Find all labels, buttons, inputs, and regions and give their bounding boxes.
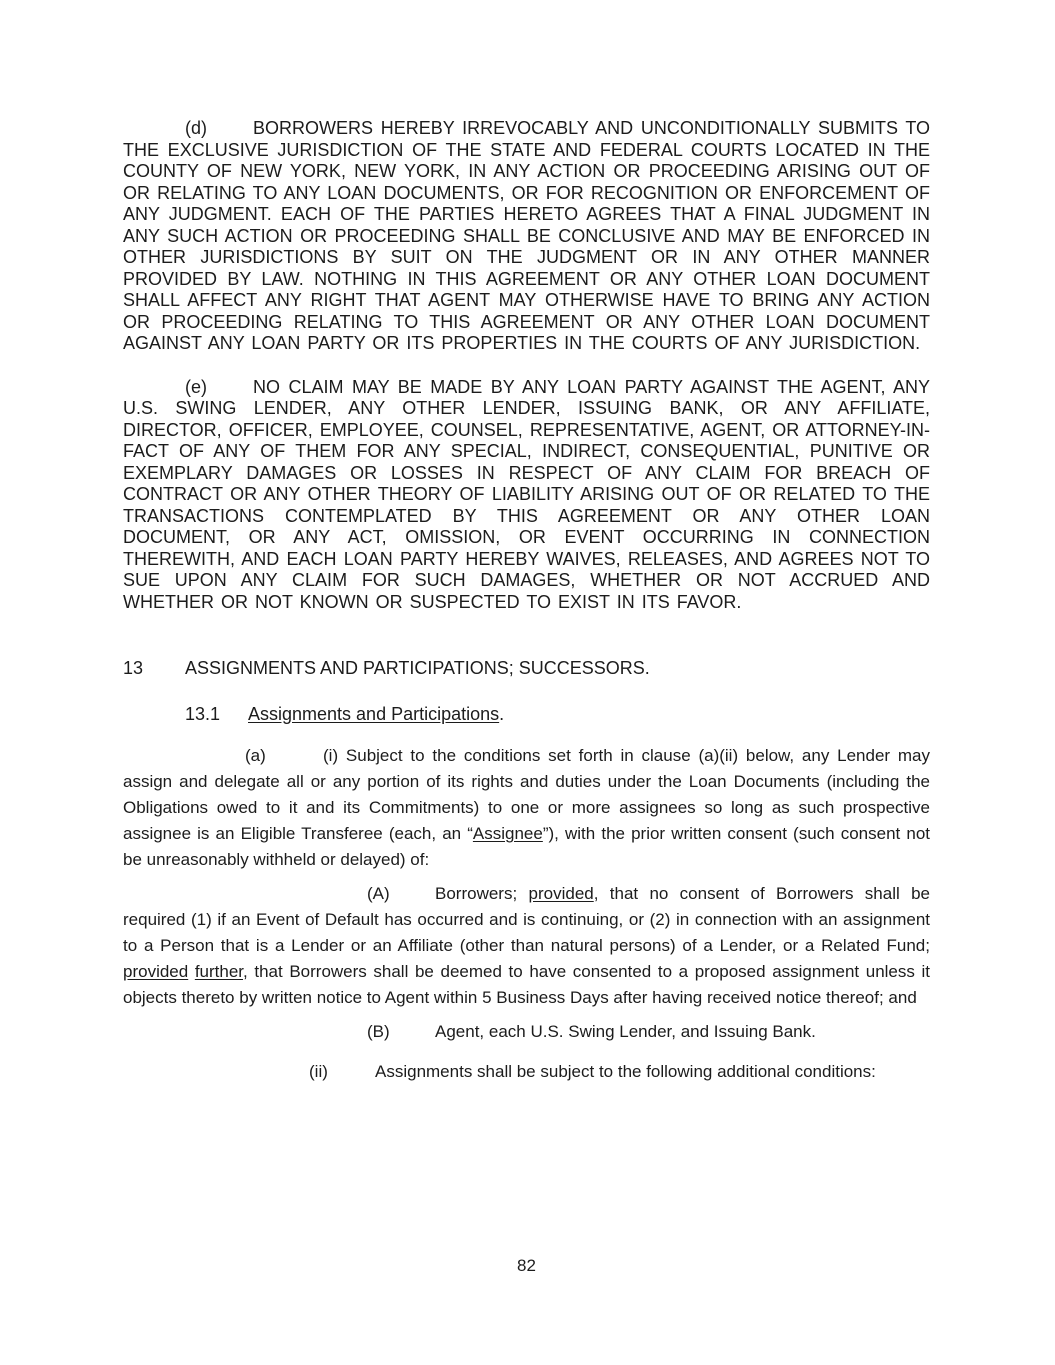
paragraph-cap-a-text: Borrowers; provided, that no consent of Borrowers shall be required (1) if an Event of Default has occurred and is continuing, or (2) in connection with an assignment to a Person that is a Lender or an Affiliate (other than natural persons) of a Lender, or a Related Fund; provided further, that Borrowers shall be deemed to have consented to a proposed assignment unless it objects thereto by written notice to Agent within 5 Business Days after having received notice thereof; and xyxy=(123,884,930,1007)
subsection-13-1-number: 13.1 xyxy=(185,704,221,724)
paragraph-ii-label: (ii) xyxy=(309,1062,328,1081)
paragraph-d-label: (d) xyxy=(185,118,207,138)
paragraph-cap-b-text: Agent, each U.S. Swing Lender, and Issuing Bank. xyxy=(435,1022,816,1041)
subsection-13-1-title: Assignments and Participations xyxy=(248,704,500,724)
paragraph-d xyxy=(123,118,930,355)
page-number: 82 xyxy=(517,1256,536,1275)
paragraph-e xyxy=(123,377,930,614)
paragraph-ii xyxy=(123,1059,930,1085)
paragraph-cap-b xyxy=(123,1019,930,1045)
paragraph-d-text: BORROWERS HEREBY IRREVOCABLY AND UNCONDITIONALLY SUBMITS TO THE EXCLUSIVE JURISDICTION OF THE STATE AND FEDERAL COURTS LOCATED IN THE COUNTY OF NEW YORK, NEW YORK, IN ANY ACTION OR PROCEEDING ARISING OUT OF OR RELATING TO ANY LOAN DOCUMENTS, OR FOR RECOGNITION OR ENFORCEMENT OF ANY JUDGMENT. EACH OF THE PARTIES HERETO AGREES THAT A FINAL JUDGMENT IN ANY SUCH ACTION OR PROCEEDING SHALL BE CONCLUSIVE AND MAY BE ENFORCED IN OTHER JURISDICTIONS BY SUIT ON THE JUDGMENT OR IN ANY OTHER MANNER PROVIDED BY LAW. NOTHING IN THIS AGREEMENT OR ANY OTHER LOAN DOCUMENT SHALL AFFECT ANY RIGHT THAT AGENT MAY OTHERWISE HAVE TO BRING ANY ACTION OR PROCEEDING RELATING TO THIS AGREEMENT OR ANY OTHER LOAN DOCUMENT AGAINST ANY LOAN PARTY OR ITS PROPERTIES IN THE COURTS OF ANY JURISDICTION. xyxy=(123,118,930,353)
paragraph-a-label: (a) xyxy=(245,746,266,765)
paragraph-e-text: NO CLAIM MAY BE MADE BY ANY LOAN PARTY AGAINST THE AGENT, ANY U.S. SWING LENDER, ANY OTHER LENDER, ISSUING BANK, OR ANY AFFILIATE, DIRECTOR, OFFICER, EMPLOYEE, COUNSEL, REPRESENTATIVE, AGENT, OR ATTORNEY-IN-FACT OF ANY OF THEM FOR ANY SPECIAL, INDIRECT, CONSEQUENTIAL, PUNITIVE OR EXEMPLARY DAMAGES OR LOSSES IN RESPECT OF ANY CLAIM FOR BREACH OF CONTRACT OR ANY OTHER THEORY OF LIABILITY ARISING OUT OF OR RELATED TO THE TRANSACTIONS CONTEMPLATED BY THIS AGREEMENT OR ANY OTHER LOAN DOCUMENT, OR ANY ACT, OMISSION, OR EVENT OCCURRING IN CONNECTION THEREWITH, AND EACH LOAN PARTY HEREBY WAIVES, RELEASES, AND AGREES NOT TO SUE UPON ANY CLAIM FOR SUCH DAMAGES, WHETHER OR NOT ACCRUED AND WHETHER OR NOT KNOWN OR SUSPECTED TO EXIST IN ITS FAVOR. xyxy=(123,376,930,612)
paragraph-a xyxy=(123,743,930,873)
section-13-heading xyxy=(123,657,930,679)
paragraph-ii-text: Assignments shall be subject to the following additional conditions: xyxy=(375,1062,876,1081)
paragraph-a-text: (i) Subject to the conditions set forth in clause (a)(ii) below, any Lender may assign and delegate all or any portion of its rights and duties under the Loan Documents (including the Obligations owed to it and its Commitments) to one or more assignees so long as such prospective assignee is an Eligible Transferee (each, an “Assignee”), with the prior written consent (such consent not be unreasonably withheld or delayed) of: xyxy=(123,746,930,869)
section-13-number: 13 xyxy=(123,658,144,678)
paragraph-cap-b-label: (B) xyxy=(367,1022,390,1041)
paragraph-cap-a xyxy=(123,881,930,1011)
subsection-13-1-heading xyxy=(123,703,930,725)
paragraph-e-label: (e) xyxy=(185,376,207,397)
paragraph-cap-a-label: (A) xyxy=(367,884,390,903)
subsection-13-1-period: . xyxy=(499,704,505,724)
section-13-title: ASSIGNMENTS AND PARTICIPATIONS; SUCCESSORS. xyxy=(185,658,650,678)
